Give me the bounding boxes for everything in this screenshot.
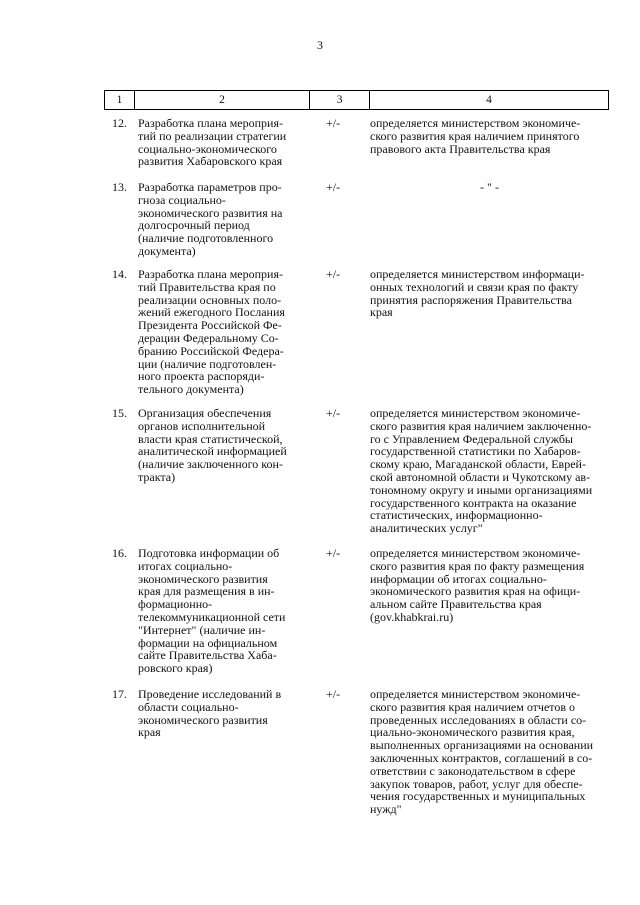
row-number: 12. xyxy=(112,116,127,130)
row-description: определяется министерством экономиче- ского развития края наличием отчетов о проведенных исследованиях в области со- циально-экономического развития края, выполненных организациями на основании заключенных контрактов, соглашений в со- ответствии с законодательством в сфере закупок товаров, работ, услуг для обеспе- чения государственных и муниципальных нужд" xyxy=(370,687,594,817)
row-sign: +/- xyxy=(326,180,341,194)
page-number: 3 xyxy=(317,38,323,52)
row-description: определяется министерством экономиче- ского развития края наличием принятого правового акта Правительства края xyxy=(370,116,581,156)
row-sign: +/- xyxy=(326,406,341,420)
row-number: 13. xyxy=(112,180,127,194)
row-number: 16. xyxy=(112,546,127,560)
row-activity: Разработка плана мероприя- тий по реализации стратегии социально-экономического развития Хабаровского края xyxy=(138,116,287,169)
row-description: определяется министерством информаци- онных технологий и связи края по факту принятия распоряжения Правительства края xyxy=(370,267,585,320)
row-activity: Разработка параметров про- гноза социально- экономического развития на долгосрочный период (наличие подготовленного документа) xyxy=(138,180,283,258)
row-sign: +/- xyxy=(326,116,341,130)
header-col-1: 1 xyxy=(105,91,135,109)
row-description: определяется министерством экономиче- ского развития края наличием заключенно- го с Управлением Федеральной службы государственной статистики по Хабаров- скому краю, Магаданской области, Еврей- ской автономной области и Чукотскому ав- тономному округу и иными организациями государственного контракта на оказание статистических, информационно- аналитических услуг" xyxy=(370,406,593,536)
row-activity: Подготовка информации об итогах социально- экономического развития края для размещения в ин- формационно- телекоммуникационной сети "Интернет" (наличие ин- формации на официальном сайте Правительства Хаба- ровского края) xyxy=(138,546,286,676)
header-col-3: 3 xyxy=(310,91,370,109)
header-col-2: 2 xyxy=(135,91,310,109)
row-sign: +/- xyxy=(326,546,341,560)
row-activity: Разработка плана мероприя- тий Правительства края по реализации основных поло- жений ежегодного Послания Президента Российской Фе- дерации Федеральному Со- бранию Российской Федера- ции (наличие подготовлен- ного проекта распоряди- тельного документа) xyxy=(138,267,285,397)
row-number: 17. xyxy=(112,687,127,701)
row-activity: Организация обеспечения органов исполнительной власти края статистической, аналитической информацией (наличие заключенного кон- тракта) xyxy=(138,406,287,484)
row-description: - " - xyxy=(480,180,499,194)
row-number: 14. xyxy=(112,267,127,281)
row-description: определяется министерством экономиче- ского развития края по факту размещения информации об итогах социально- экономического развития края на офици- альном сайте Правительства края (gov.khabkrai.ru) xyxy=(370,546,585,624)
table-header xyxy=(104,90,609,110)
row-number: 15. xyxy=(112,406,127,420)
row-activity: Проведение исследований в области социально- экономического развития края xyxy=(138,687,282,740)
header-col-4: 4 xyxy=(486,94,492,106)
row-sign: +/- xyxy=(326,267,341,281)
row-sign: +/- xyxy=(326,687,341,701)
